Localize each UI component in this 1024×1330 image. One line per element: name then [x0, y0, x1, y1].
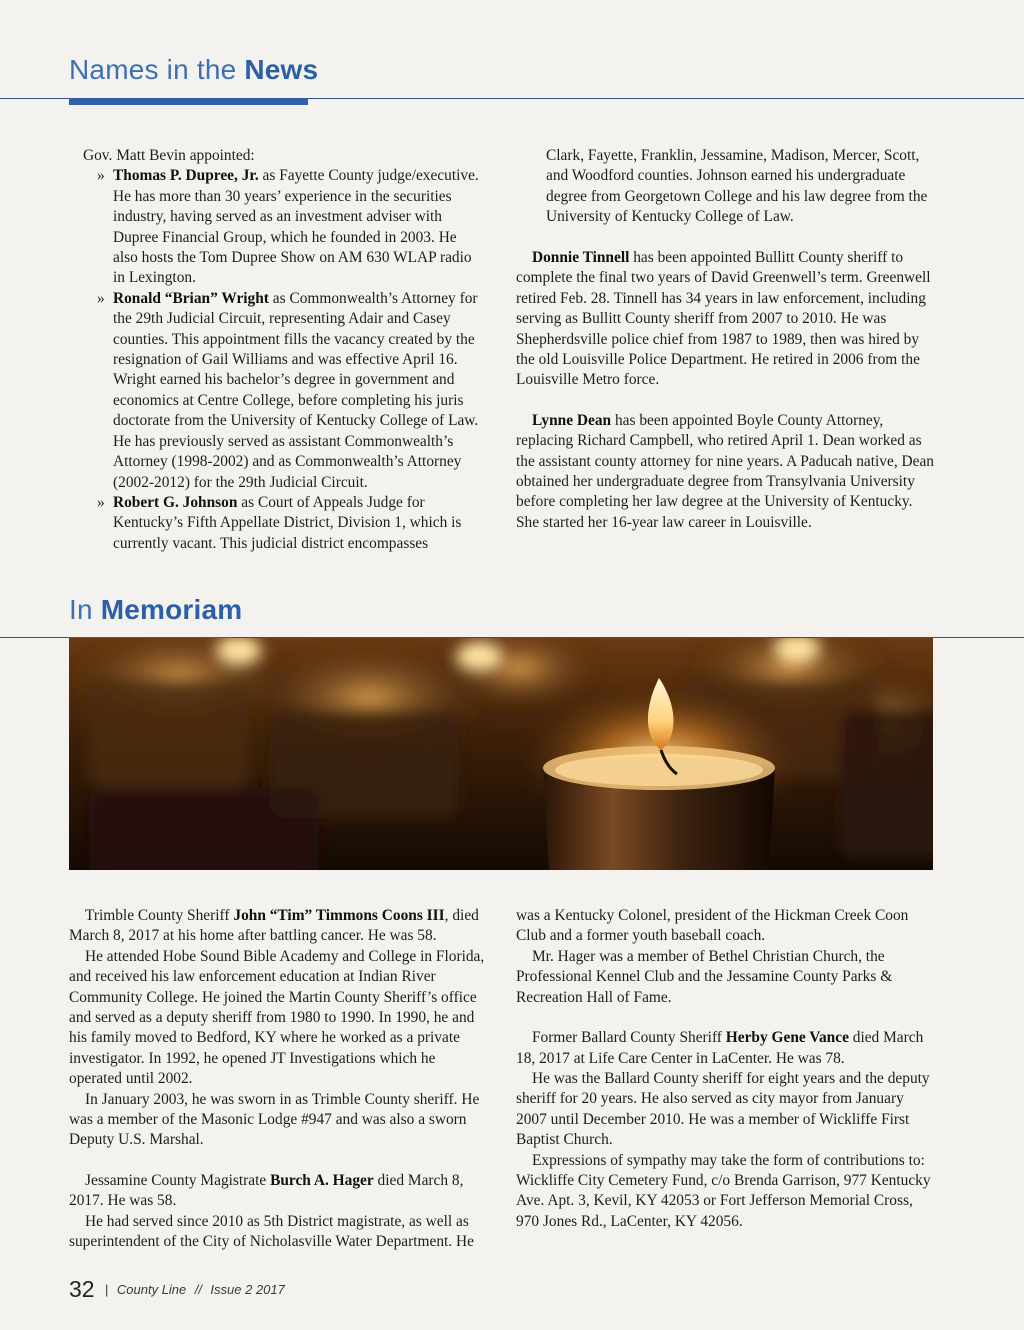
- appointment-item: [83, 166, 485, 288]
- coons-intro: Trimble County Sheriff: [85, 907, 234, 924]
- johnson-continued-text: [546, 146, 934, 228]
- vance-paragraph: [516, 1028, 934, 1069]
- vance-text: died March 18, 2017 at Life Care Center in LaCenter. He was 78.: [516, 1029, 924, 1067]
- coons-name: John “Tim” Timmons Coons III: [233, 907, 445, 924]
- issue-separator: //: [194, 1282, 202, 1297]
- coons-career: In January 2003, he was sworn in as Trimble County sheriff. He was a member of the Masonic Lodge #947 and was also a sworn Deputy U.S. Marshal.: [69, 1090, 480, 1149]
- appointment-text: as Fayette County judge/executive. He has more than 30 years’ experience in the securities industry, having served as an investment adviser with Dupree Financial Group, which he founded in 2003. He also hosts the Tom Dupree Show on AM 630 WLAP radio in Lexington.: [113, 167, 479, 287]
- candles-photo: [69, 638, 933, 870]
- memoriam-section-title: [69, 594, 242, 626]
- news-left-column: [83, 146, 485, 554]
- news-intro: Gov. Matt Bevin appointed:: [83, 147, 255, 164]
- candles-illustration: [69, 638, 933, 870]
- issue-label: Issue 2 2017: [210, 1282, 285, 1297]
- appointment-item: [83, 289, 485, 493]
- appointee-name: Robert G. Johnson: [113, 493, 238, 511]
- coons-text: , died March 8, 2017 at his home after battling cancer. He was 58.: [69, 907, 479, 945]
- title-prefix: Names in the: [69, 54, 245, 85]
- hager-intro: Jessamine County Magistrate: [85, 1171, 271, 1189]
- title-strong: News: [244, 54, 319, 85]
- appointee-name: Ronald “Brian” Wright: [113, 289, 269, 307]
- hager-service-continued: was a Kentucky Colonel, president of the Hickman Creek Coon Club and a former youth baseball coach.: [516, 907, 909, 945]
- news-section-title: [69, 54, 318, 86]
- page-number: 32: [69, 1276, 95, 1302]
- title-strong: Memoriam: [100, 594, 243, 625]
- publication-name: County Line: [116, 1282, 187, 1297]
- footer-separator: |: [105, 1282, 109, 1297]
- dean-paragraph: [516, 411, 934, 533]
- news-right-column: [516, 146, 934, 533]
- title-prefix: In: [69, 594, 101, 625]
- hager-memberships: Mr. Hager was a member of Bethel Christian Church, the Professional Kennel Club and the Jessamine County Parks & Recreation Hall of Fame.: [516, 948, 893, 1006]
- appointment-text: as Court of Appeals Judge for Kentucky’s Fifth Appellate District, Division 1, which is currently vacant. This judicial district encompasses: [113, 493, 462, 552]
- tinnell-name: Donnie Tinnell: [532, 249, 630, 266]
- tinnell-paragraph: [516, 248, 934, 391]
- johnson-continued: [516, 146, 934, 228]
- tinnell-text: has been appointed Bullitt County sheriff to complete the final two years of David Greenwell’s term. Greenwell retired Feb. 28. Tinnell has 34 years in law enforcement, including serving as Bullitt County sheriff from 2007 to 2010. He was Shepherdsville police chief from 1987 to 1989, then was hired by the old Louisville Police Department. He retired in 2006 from the Louisville Metro force.: [516, 249, 931, 389]
- dean-name: Lynne Dean: [532, 411, 612, 429]
- vance-intro: Former Ballard County Sheriff: [532, 1029, 726, 1047]
- hager-service: He had served since 2010 as 5th District magistrate, as well as superintendent of the City of Nicholasville Water Department. He: [69, 1212, 474, 1251]
- hager-continued: [516, 906, 934, 947]
- page-footer: [69, 1276, 285, 1303]
- vance-name: Herby Gene Vance: [725, 1029, 849, 1047]
- hager-text: died March 8, 2017. He was 58.: [69, 1171, 464, 1210]
- dean-text: has been appointed Boyle County Attorney, replacing Richard Campbell, who retired April 1. Dean worked as the assistant county attorney for nine years. A Paducah native, Dean obtained her undergraduate degree from Transylvania University before completing her law degree at the University of Kentucky. She started her 16-year law career in Louisville.: [516, 411, 934, 531]
- news-title-tab: [69, 98, 308, 105]
- coons-education: He attended Hobe Sound Bible Academy and College in Florida, and received his law enforcement education at Indian River Community College. He joined the Martin County Sheriff’s office and served as a deputy sheriff from 1980 to 1990. In 1990, he and his family moved to Bedford, KY where he worked as a private investigator. In 1992, he opened JT Investigations which he operated until 2002.: [69, 947, 485, 1088]
- appointment-text: Clark, Fayette, Franklin, Jessamine, Madison, Mercer, Scott, and Woodford counties. Johnson earned his undergraduate degree from Georgetown College and his law degree from the University of Kentucky College of Law.: [546, 147, 928, 226]
- bullet-glyph: »: [97, 167, 105, 185]
- appointee-name: Thomas P. Dupree, Jr.: [113, 167, 259, 185]
- vance-sympathy: Expressions of sympathy may take the form of contributions to: Wickliffe City Cemetery Fund, c/o Brenda Garrison, 977 Kentucky Ave. Apt. 3, Kevil, KY 42053 or Fort Jefferson Memorial Cross, 970 Jones Rd., LaCenter, KY 42056.: [516, 1151, 931, 1230]
- bullet-glyph: »: [97, 493, 105, 511]
- memoriam-right-column: [516, 906, 934, 1232]
- coons-paragraph: [69, 906, 487, 947]
- appointment-text: as Commonwealth’s Attorney for the 29th Judicial Circuit, representing Adair and Casey counties. This appointment fills the vacancy created by the resignation of Gail Williams and was effective April 16. Wright earned his bachelor’s degree in government and economics at Centre College, before completing his juris doctorate from the University of Kentucky College of Law. He has previously served as assistant Commonwealth’s Attorney (1998-2002) and as Commonwealth’s Attorney (2002-2012) for the 29th Judicial Circuit.: [113, 289, 479, 491]
- hager-paragraph: [69, 1171, 487, 1212]
- memoriam-left-column: [69, 906, 487, 1253]
- bullet-glyph: »: [97, 289, 105, 307]
- vance-career: He was the Ballard County sheriff for eight years and the deputy sheriff for 20 years. He also served as city mayor from January 2007 until December 2010. He was a member of Wickliffe First Baptist Church.: [516, 1070, 930, 1149]
- hager-name: Burch A. Hager: [270, 1171, 374, 1189]
- appointment-item: [83, 493, 485, 554]
- appointments-list: [83, 166, 485, 554]
